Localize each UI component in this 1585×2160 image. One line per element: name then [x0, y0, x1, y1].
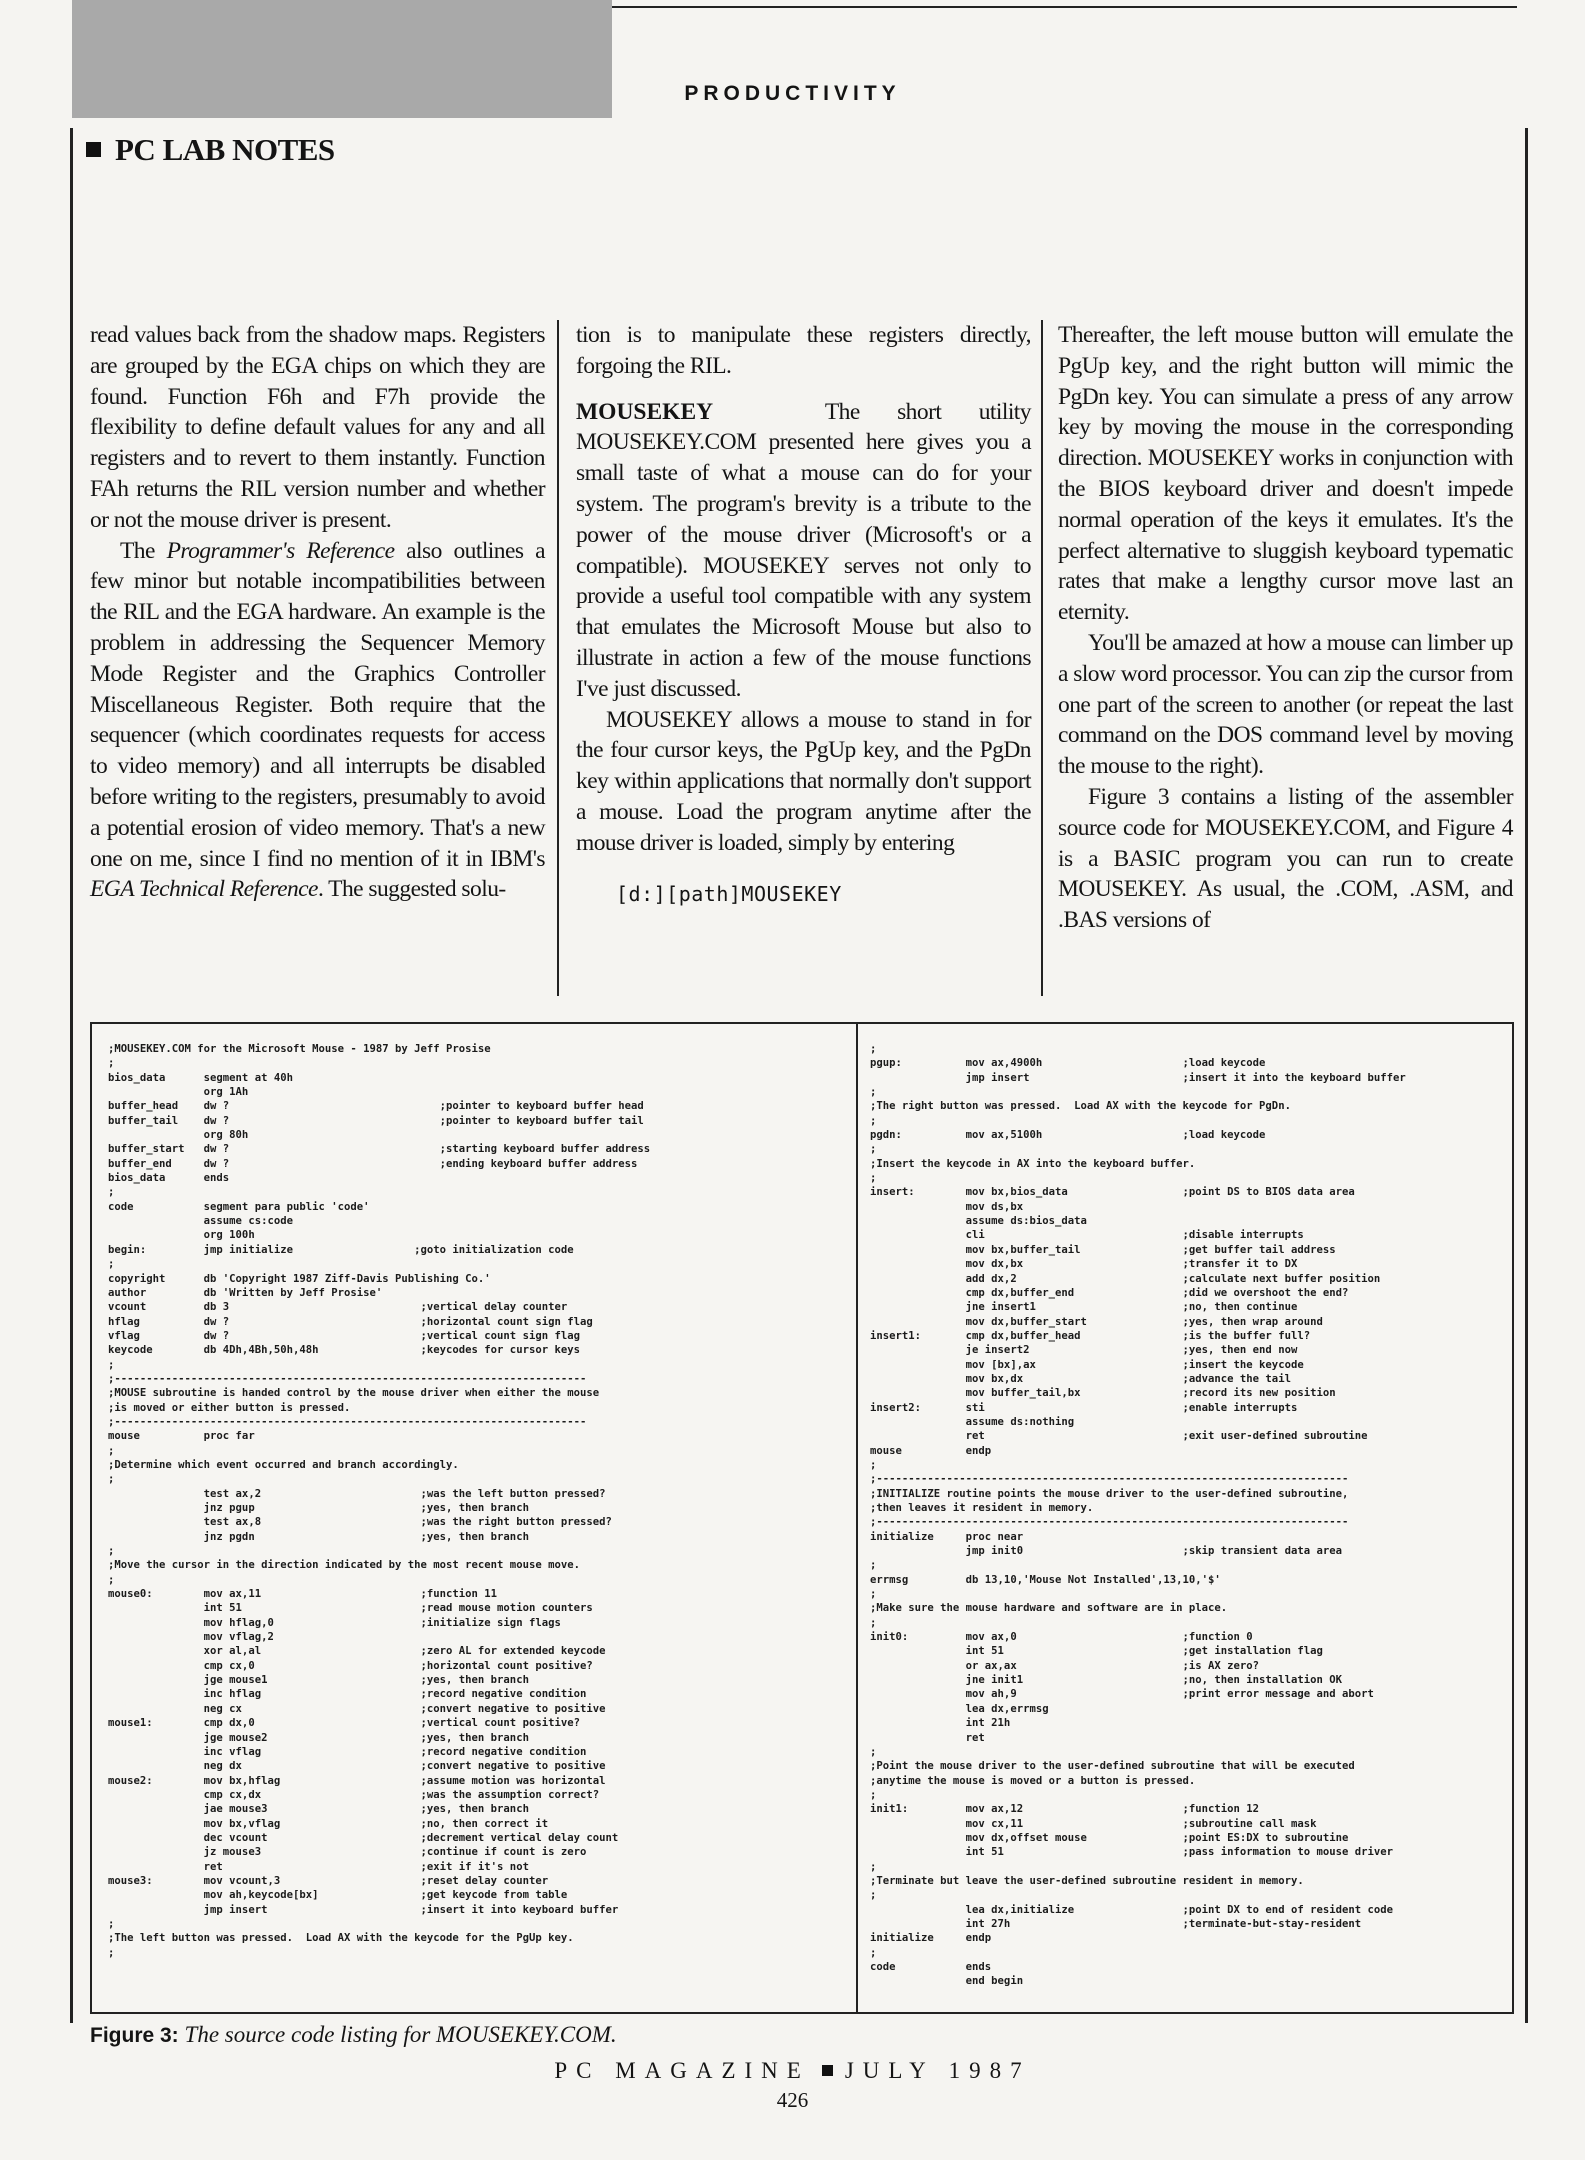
figure-column-divider: [856, 1022, 858, 2012]
code-listing-left: ;MOUSEKEY.COM for the Microsoft Mouse - 1987 by Jeff Prosise ; bios_data segment at 40h org 1Ah buffer_head dw ? ;pointer to keyboard buffer head buffer_tail dw ? ;pointer to keyboard buffer tail org 80h buffer_start dw ? ;starting keyboard buffer address buffer_end dw ? ;ending keyboard buffer address bios_data ends ; code segment para public 'code' assume cs:code org 100h begin: jmp initialize ;goto initialization code ; copyright db 'Copyright 1987 Ziff-Davis Publishing Co.' author db 'Written by Jeff Prosise' vcount db 3 ;vertical delay counter hflag dw ? ;horizontal count sign flag vflag dw ? ;vertical count sign flag keycode db 4Dh,4Bh,50h,48h ;keycodes for cursor keys ; ;-------------------------------------------------------------------------- ;MOUSE subroutine is handed control by the mouse driver when either the mouse ;is moved or either button is pressed. ;-------------------------------------------------------------------------- mouse proc far ; ;Determine which event occurred and branch accordingly. ; test ax,2 ;was the left button pressed? jnz pgup ;yes, then branch test ax,8 ;was the right button pressed? jnz pgdn ;yes, then branch ; ;Move the cursor in the direction indicated by the most recent mouse move. ; mouse0: mov ax,11 ;function 11 int 51 ;read mouse motion counters mov hflag,0 ;initialize sign flags mov vflag,2 xor al,al ;zero AL for extended keycode cmp cx,0 ;horizontal count positive? jge mouse1 ;yes, then branch inc hflag ;record negative condition neg cx ;convert negative to positive mouse1: cmp dx,0 ;vertical count positive? jge mouse2 ;yes, then branch inc vflag ;record negative condition neg dx ;convert negative to positive mouse2: mov bx,hflag ;assume motion was horizontal cmp cx,dx ;was the assumption correct? jae mouse3 ;yes, then branch mov bx,vflag ;no, then correct it dec vcount ;decrement vertical delay count jz mouse3 ;continue if count is zero ret ;exit if it's not mouse3: mov vcount,3 ;reset delay counter mov ah,keycode[bx] ;get keycode from table jmp insert ;insert it into keyboard buffer ; ;The left button was pressed. Load AX with the keycode for the PgUp key. ;: [108, 1043, 651, 1959]
column-divider: [557, 320, 559, 996]
issue-date: JULY 1987: [844, 2058, 1031, 2083]
paragraph: Thereafter, the left mouse button will emulate the PgUp key, and the right button will mimic the PgDn key. You can simulate a press of any arrow key by moving the mouse in the corresponding direction. MOUSEKEY works in conjunction with the BIOS keyboard driver and doesn't impede normal operation of the keys it emulates. It's the perfect alternative to sluggish keyboard typematic rates that make a lengthy cursor move last an eternity.: [1058, 322, 1513, 626]
paragraph: MOUSEKEY allows a mouse to stand in for the four cursor keys, the PgUp key, and the PgDn key within applications that normally don't support a mouse. Load the program anytime after the mouse driver is loaded, simply by entering: [576, 706, 1031, 856]
column-title-text: PC LAB NOTES: [115, 132, 335, 167]
left-border-rule: [70, 128, 73, 2023]
article-column-3: [1058, 320, 1513, 936]
caption-text: The source code listing for MOUSEKEY.COM.: [184, 2022, 617, 2047]
command-line: [d:][path]MOUSEKEY: [616, 881, 842, 906]
subhead-mousekey: MOUSEKEY: [576, 398, 714, 425]
code-listing-right: ; pgup: mov ax,4900h ;load keycode jmp insert ;insert it into the keyboard buffer ; ;The right button was pressed. Load AX with the keycode for PgDn. ; pgdn: mov ax,5100h ;load keycode ; ;Insert the keycode in AX into the keyboard buffer. ; insert: mov bx,bios_data ;point DS to BIOS data area mov ds,bx assume ds:bios_data cli ;disable interrupts mov bx,buffer_tail ;get buffer tail address mov dx,bx ;transfer it to DX add dx,2 ;calculate next buffer position cmp dx,buffer_end ;did we overshoot the end? jne insert1 ;no, then continue mov dx,buffer_start ;yes, then wrap around insert1: cmp dx,buffer_head ;is the buffer full? je insert2 ;yes, then end now mov [bx],ax ;insert the keycode mov bx,dx ;advance the tail mov buffer_tail,bx ;record its new position insert2: sti ;enable interrupts assume ds:nothing ret ;exit user-defined subroutine mouse endp ; ;-------------------------------------------------------------------------- ;INITIALIZE routine points the mouse driver to the user-defined subroutine, ;then leaves it resident in memory. ;-------------------------------------------------------------------------- initialize proc near jmp init0 ;skip transient data area ; errmsg db 13,10,'Mouse Not Installed',13,10,'$' ; ;Make sure the mouse hardware and software are in place. ; init0: mov ax,0 ;function 0 int 51 ;get installation flag or ax,ax ;is AX zero? jne init1 ;no, then installation OK mov ah,9 ;print error message and abort lea dx,errmsg int 21h ret ; ;Point the mouse driver to the user-defined subroutine that will be executed ;anytime the mouse is moved or a button is pressed. ; init1: mov ax,12 ;function 12 mov cx,11 ;subroutine call mask mov dx,offset mouse ;point ES:DX to subroutine int 51 ;pass information to mouse driver ; ;Terminate but leave the user-defined subroutine resident in memory. ; lea dx,initialize ;point DX to end of resident code int 27h ;terminate-but-stay-resident initialize endp ; code ends end begin: [870, 1043, 1406, 1988]
magazine-name: PC MAGAZINE: [554, 2058, 810, 2083]
figure-caption: [90, 2022, 617, 2048]
article-column-2: [576, 320, 1031, 909]
paragraph: read values back from the shadow maps. Registers are grouped by the EGA chips on which they are found. Function F6h and F7h provide the flexibility to define default values for any and all registers and to revert to them instantly. Function FAh returns the RIL version number and whether or not the mouse driver is present.: [90, 322, 545, 533]
right-border-rule: [1525, 128, 1528, 2023]
paragraph: You'll be amazed at how a mouse can limber up a slow word processor. You can zip the cursor from one part of the screen to another (or repeat the last command on the DOS command level by moving the mouse to the right).: [1058, 629, 1513, 780]
caption-label: Figure 3:: [90, 2024, 179, 2047]
title-programmers-reference: Programmer's Reference: [166, 537, 395, 564]
column-divider: [1041, 320, 1043, 996]
section-label: PRODUCTIVITY: [684, 82, 901, 105]
square-bullet-icon: [822, 2065, 833, 2076]
title-ega-technical-reference: EGA Technical Reference: [90, 876, 318, 903]
paragraph: The Programmer's Reference also outlines a few minor but notable incompatibilities between the RIL and the EGA hardware. An example is the problem in addressing the Sequencer Memory Mode Register and the Graphics Controller Miscellaneous Register. Both require that the sequencer (which coordinates requests for access to video memory) and all interrupts be disabled before writing to the registers, presumably to avoid a potential erosion of video memory. That's a new one on me, since I find no mention of it in IBM's EGA Technical Reference. The suggested solu-: [90, 537, 545, 903]
paragraph: tion is to manipulate these registers directly, forgoing the RIL.: [576, 322, 1031, 379]
page-number: 426: [776, 2088, 809, 2112]
column-title: [86, 132, 335, 168]
article-column-1: [90, 320, 545, 905]
paragraph: Figure 3 contains a listing of the assembler source code for MOUSEKEY.COM, and Figure 4 is a BASIC program you can run to create MOUSEKEY. As usual, the .COM, .ASM, and .BAS versions of: [1058, 783, 1513, 934]
top-rule: [612, 6, 1517, 8]
paragraph: MOUSEKEY The short utility MOUSEKEY.COM presented here gives you a small taste of what a mouse can do for your system. The program's brevity is a tribute to the power of the mouse driver (Microsoft's or a compatible). MOUSEKEY serves not only to provide a useful tool compatible with any system that emulates the Microsoft Mouse but also to illustrate in action a few of the mouse functions I've just discussed.: [576, 398, 1031, 702]
page-footer: [0, 2058, 1585, 2084]
square-bullet-icon: [86, 142, 101, 157]
